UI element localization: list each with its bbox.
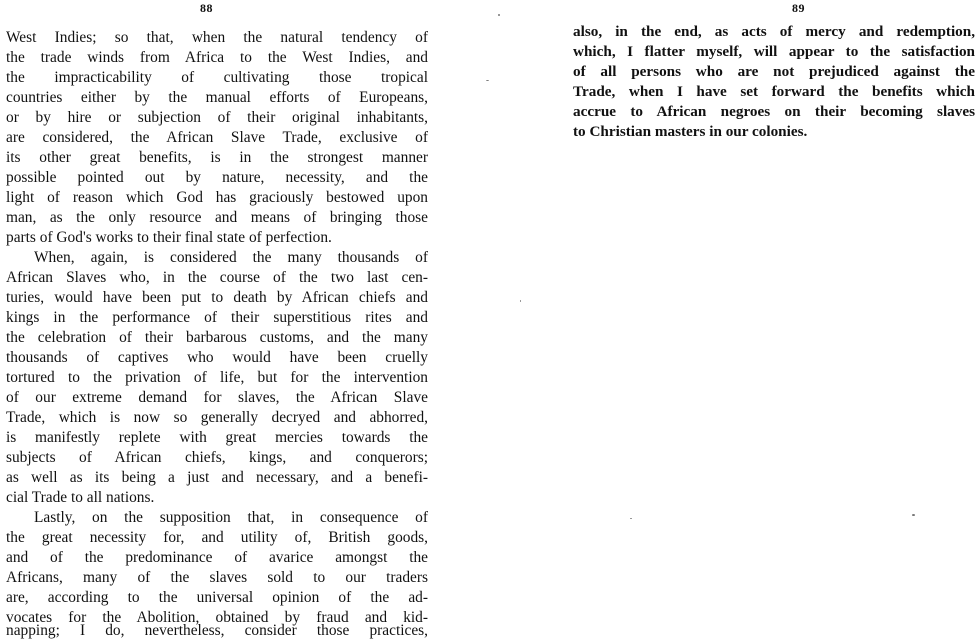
text-line: of our extreme demand for slaves, the African Slave [6,389,428,406]
text-line: also, in the end, as acts of mercy and redemption, [573,23,975,40]
text-line: African Slaves who, in the course of the two last cen- [6,269,428,286]
text-line: or by hire or subjection of their original inhabitants, [6,109,428,126]
text-line: cial Trade to all nations. [6,489,155,506]
text-line: parts of God's works to their final state of perfection. [6,229,332,246]
page-number-left: 88 [200,1,213,15]
text-line: light of reason which God has graciously bestowed upon [6,189,428,206]
text-line: of all persons who are not prejudiced against the [573,63,975,80]
text-line: to Christian masters in our colonies. [573,123,808,140]
text-line: are considered, the African Slave Trade, exclusive of [6,129,428,146]
text-line: vocates for the Abolition, obtained by fraud and kid- [6,609,428,626]
text-line: thousands of captives who would have been cruelly [6,349,428,366]
text-line: napping; I do, nevertheless, consider those practices, [6,622,428,639]
text-line: subjects of African chiefs, kings, and conquerors; [6,449,428,466]
text-line: Trade, which is now so generally decryed and abhorred, [6,409,428,426]
text-line: the impracticability of cultivating those tropical [6,69,428,86]
scan-speck [630,518,632,519]
text-line: and of the predominance of avarice amongst the [6,549,428,566]
text-line: its other great benefits, is in the strongest manner [6,149,428,166]
text-line: Africans, many of the slaves sold to our traders [6,569,428,586]
text-line: kings in the performance of their superstitious rites and [6,309,428,326]
text-line: which, I flatter myself, will appear to the satisfaction [573,43,975,60]
text-line: countries either by the manual efforts of Europeans, [6,89,428,106]
text-line: tortured to the privation of life, but for the intervention [6,369,428,386]
text-line: the celebration of their barbarous customs, and the many [6,329,428,346]
page-number-right: 89 [792,1,805,15]
scan-speck [498,14,500,16]
scan-speck [486,80,489,81]
text-line: Lastly, on the supposition that, in consequence of [34,509,428,526]
text-line: man, as the only resource and means of bringing those [6,209,428,226]
text-line: possible pointed out by nature, necessity, and the [6,169,428,186]
text-line: the great necessity for, and utility of, British goods, [6,529,428,546]
text-line: Trade, when I have set forward the benefits which [573,83,975,100]
text-line: When, again, is considered the many thousands of [34,249,428,266]
text-line: West Indies; so that, when the natural tendency of [6,29,428,46]
left-page [0,0,440,641]
text-line: the trade winds from Africa to the West Indies, and [6,49,428,66]
text-line: is manifestly replete with great mercies towards the [6,429,428,446]
text-line: accrue to African negroes on their becoming slaves [573,103,975,120]
text-line: as well as its being a just and necessary, and a benefi- [6,469,428,486]
scan-speck [520,300,521,302]
text-line: are, according to the universal opinion of the ad- [6,589,428,606]
right-page [555,0,980,641]
scan-speck [912,514,915,516]
text-line: turies, would have been put to death by African chiefs and [6,289,428,306]
